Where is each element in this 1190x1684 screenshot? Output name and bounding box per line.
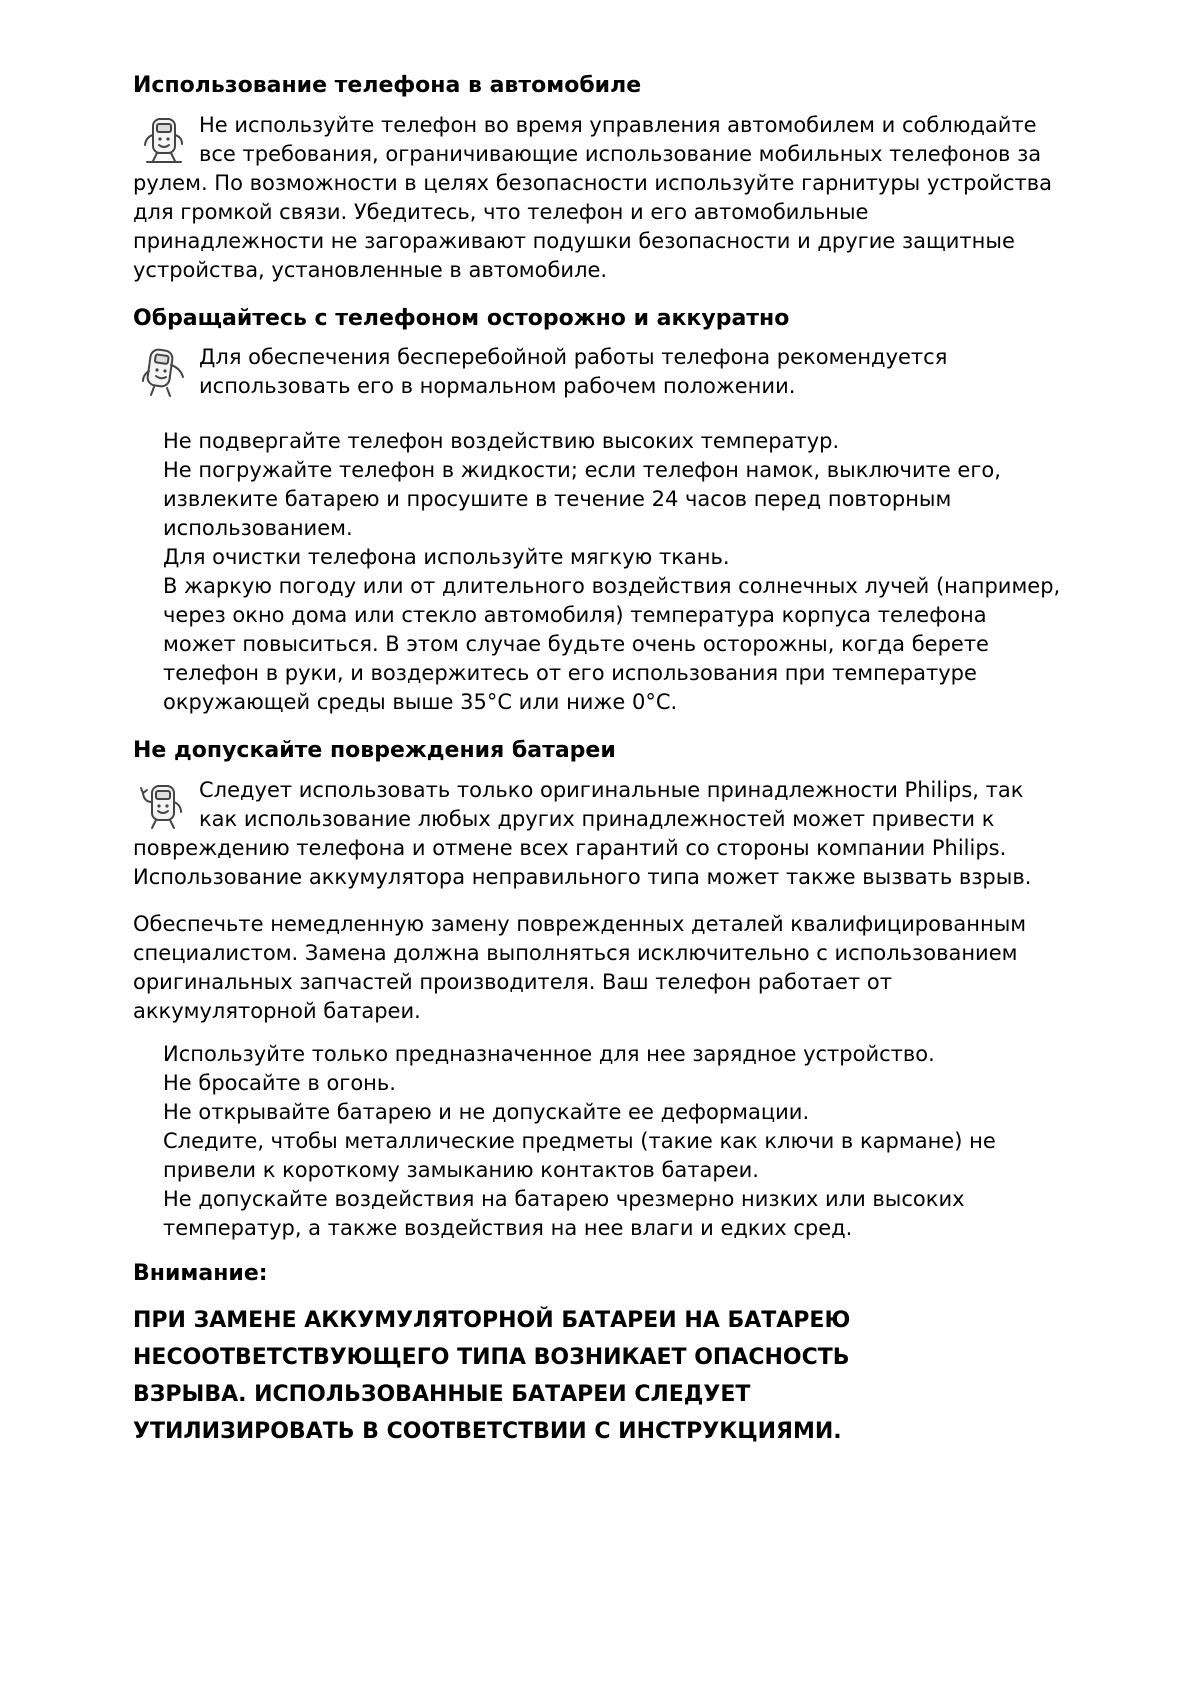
- list-item: Используйте только предназначенное для нее зарядное устройство.: [163, 1041, 935, 1066]
- battery-instructions-list: [163, 1040, 1062, 1243]
- care-instructions-list: [163, 427, 1062, 717]
- section-heading-battery: Не допускайте повреждения батареи: [133, 738, 616, 764]
- warning-label: Внимание:: [133, 1260, 268, 1286]
- list-item: Следите, чтобы металлические предметы (такие как ключи в кармане) не привели к короткому замыканию контактов батареи.: [163, 1128, 996, 1182]
- list-item: Не допускайте воздействия на батарею чрезмерно низких или высоких температур, а также воздействия на нее влаги и едких сред.: [163, 1186, 965, 1240]
- list-item: Для очистки телефона используйте мягкую ткань.: [163, 545, 730, 570]
- section-heading-handle-carefully: Обращайтесь с телефоном осторожно и аккуратно: [133, 305, 790, 331]
- section-car-use-body: [133, 111, 1062, 285]
- list-item: Не бросайте в огонь.: [163, 1070, 396, 1095]
- list-item: Не подвергайте телефон воздействию высоких температур.: [163, 429, 840, 454]
- paragraph: Не используйте телефон во время управления автомобилем и соблюдайте все требования, ограничивающие использование мобильных телефонов за рулем. По возможности в целях безопасности используйте гарнитуры устройства для громкой связи. Убедитесь, что телефон и его автомобильные принадлежности не загораживают подушки безопасности и другие защитные устройства, установленные в автомобиле.: [133, 112, 1052, 282]
- list-item: Не погружайте телефон в жидкости; если телефон намок, выключите его, извлеките батарею и просушите в течение 24 часов перед повторным использованием.: [163, 458, 1001, 541]
- paragraph: Следует использовать только оригинальные принадлежности Philips, так как использование любых других принадлежностей может привести к повреждению телефона и отмене всех гарантий со стороны компании Philips. Использование аккумулятора неправильного типа может также вызвать взрыв.: [133, 777, 1032, 889]
- paragraph: Для обеспечения бесперебойной работы телефона рекомендуется использовать его в нормальном рабочем положении.: [199, 345, 948, 399]
- section-heading-car-use: Использование телефона в автомобиле: [133, 73, 642, 98]
- phone-character-careful-icon: [137, 345, 187, 397]
- list-item: В жаркую погоду или от длительного воздействия солнечных лучей (например, через окно дома или стекло автомобиля) температура корпуса телефона может повыситься. В этом случае будьте очень осторожны, когда берете телефон в руки, и воздержитесь от его использования при температуре окружающей среды выше 35°C или ниже 0°C.: [163, 574, 1061, 715]
- section-battery-intro: [133, 776, 1062, 892]
- section-handle-carefully-intro: [133, 343, 1062, 401]
- paragraph: Обеспечьте немедленную замену поврежденных деталей квалифицированным специалистом. Замена должна выполняться исключительно с использованием оригинальных запчастей производителя. Ваш телефон работает от аккумуляторной батареи.: [133, 911, 1027, 1023]
- list-item: Не открывайте батарею и не допускайте ее деформации.: [163, 1099, 810, 1124]
- phone-character-car-icon: [137, 113, 187, 165]
- warning-text: ПРИ ЗАМЕНЕ АККУМУЛЯТОРНОЙ БАТАРЕИ НА БАТАРЕЮ НЕСООТВЕТСТВУЮЩЕГО ТИПА ВОЗНИКАЕТ ОПАСНОСТЬ ВЗРЫВА. ИСПОЛЬЗОВАННЫЕ БАТАРЕИ СЛЕДУЕТ УТИЛИЗИРОВАТЬ В СООТВЕТСТВИИ С ИНСТРУКЦИЯМИ.: [133, 1307, 851, 1444]
- phone-character-battery-icon: [137, 778, 187, 830]
